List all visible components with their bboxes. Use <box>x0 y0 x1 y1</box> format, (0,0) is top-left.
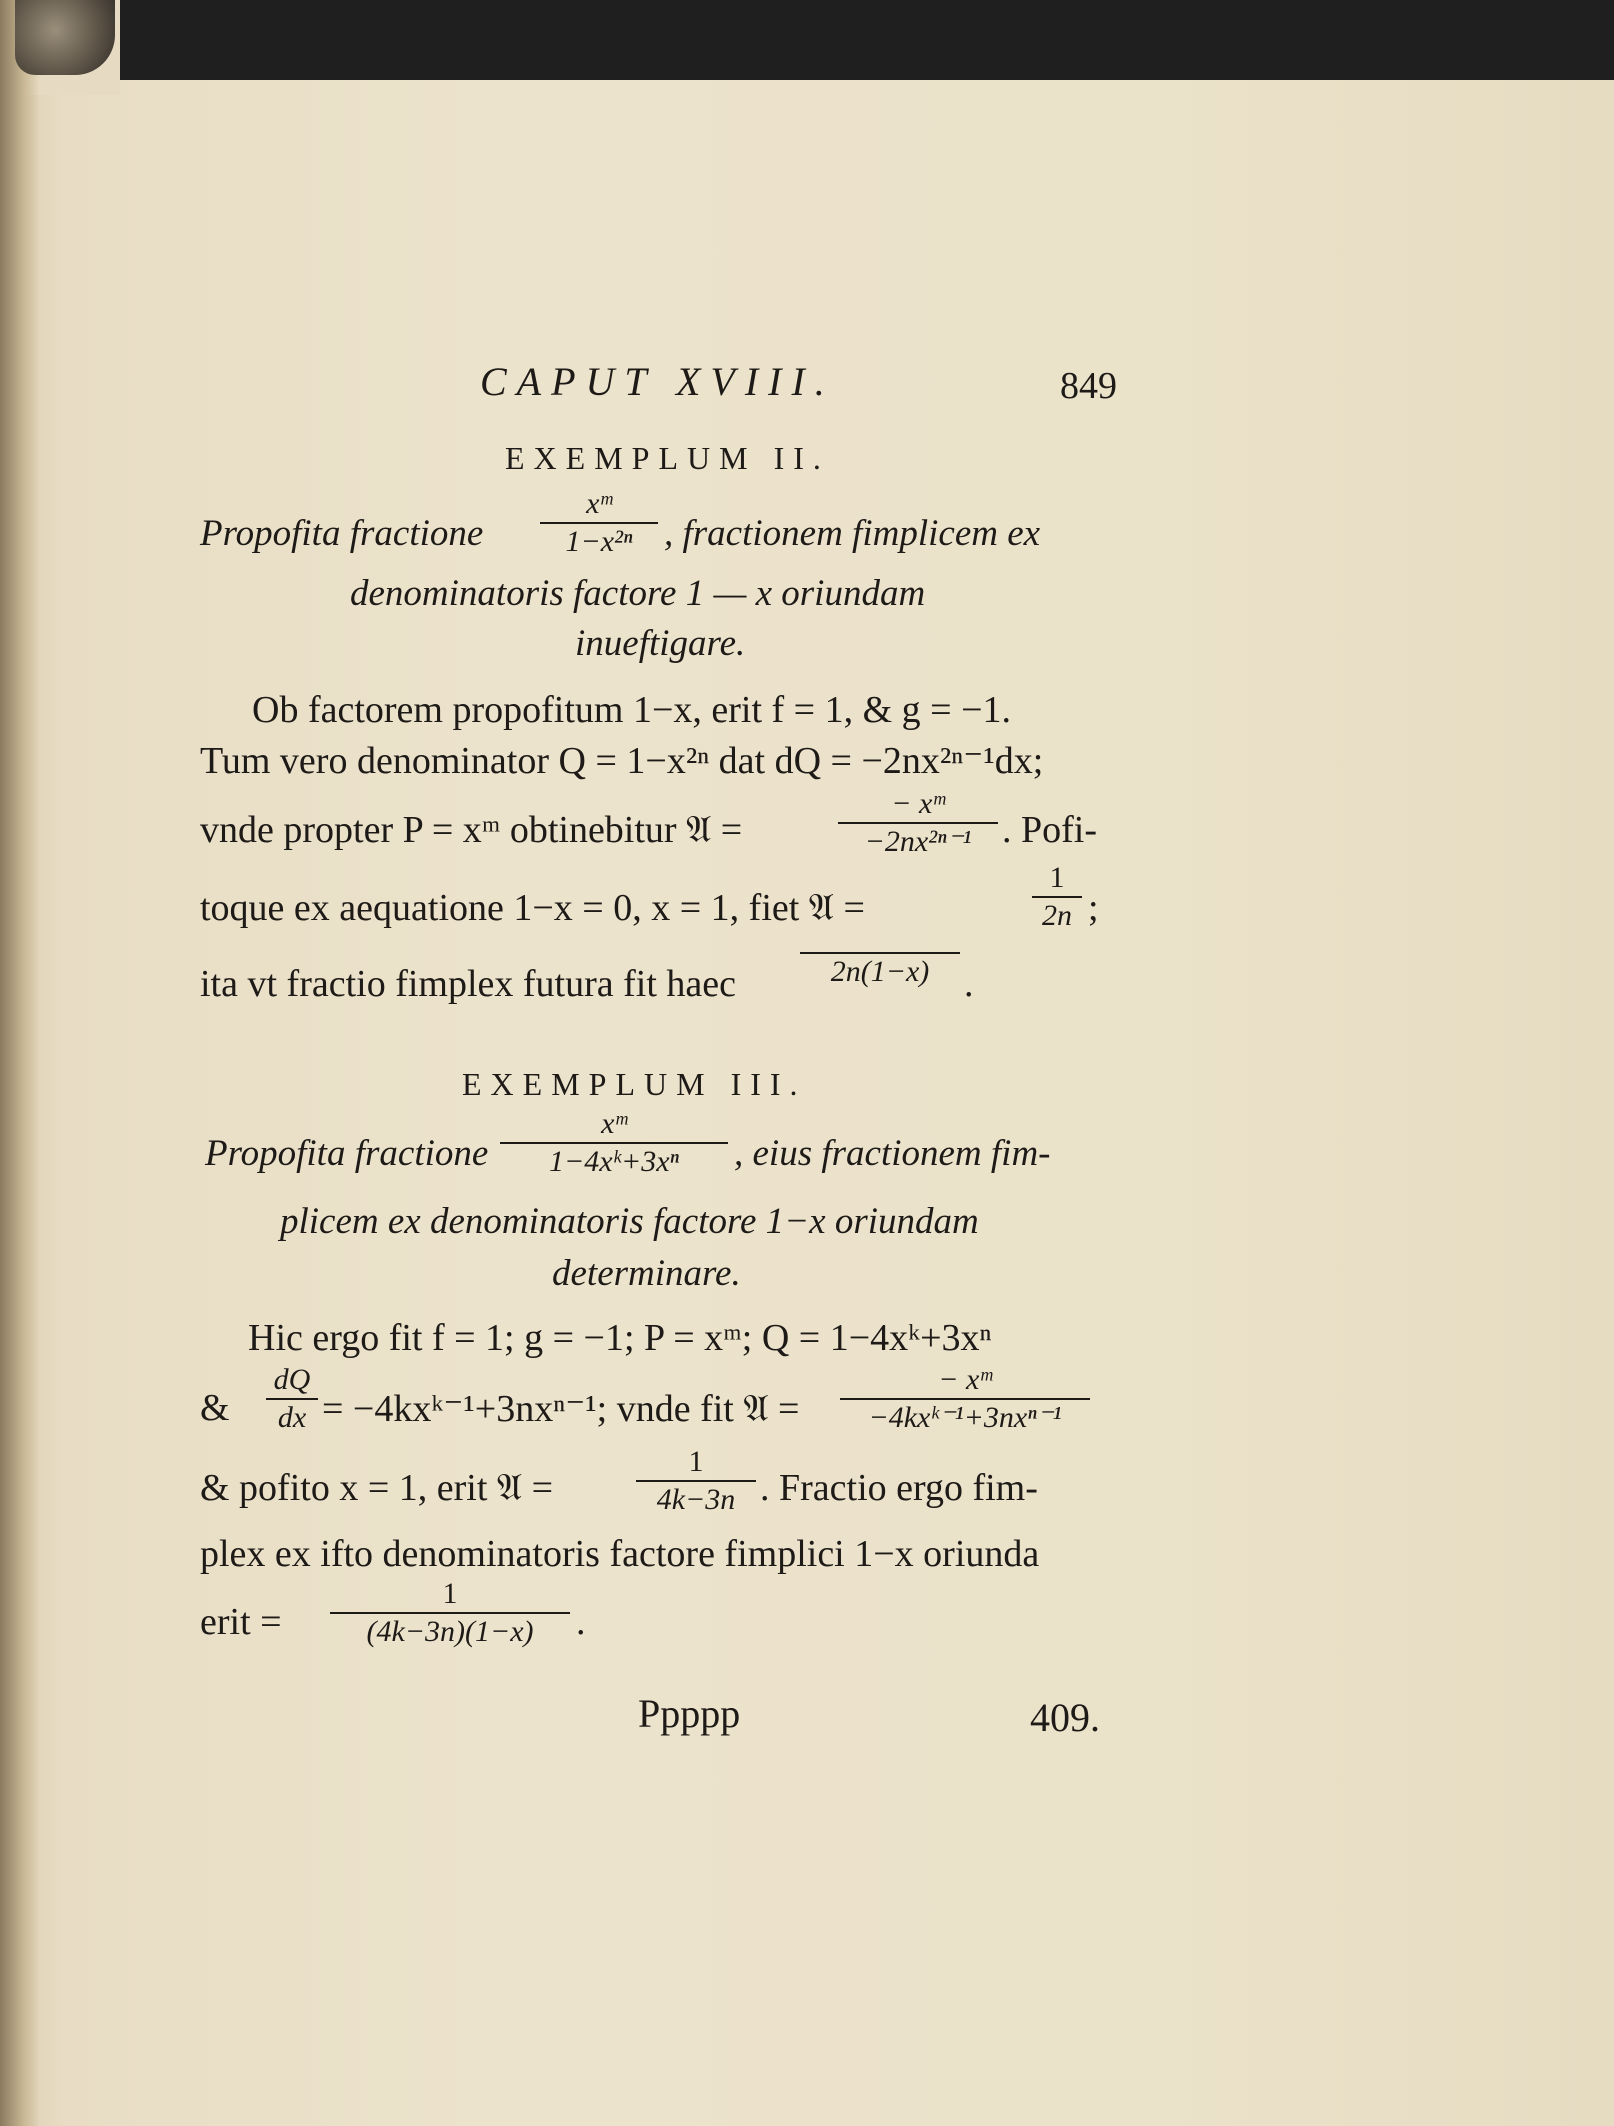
fraction-numerator: 1 <box>688 1445 704 1478</box>
example-2-line-1: Ob factorem propofitum 1−x, erit f = 1, & g = −1. <box>252 689 1012 731</box>
fraction-bar <box>840 1398 1090 1400</box>
example-3-statement-line2: plicem ex denominatoris factore 1−x oriundam <box>280 1201 979 1242</box>
fraction-numerator: 1 <box>1049 861 1065 894</box>
fraction-bar <box>266 1398 318 1400</box>
fraction-denominator: 4k−3n <box>656 1483 736 1516</box>
fraction-numerator: − xᵐ <box>938 1363 992 1396</box>
fraction-numerator: 1 <box>442 1577 458 1610</box>
example-2-heading: EXEMPLUM II. <box>505 440 830 476</box>
example-2-statement-tail: , fractionem fimplicem ex <box>664 513 1041 554</box>
fraction-denominator: 1−x²ⁿ <box>565 525 633 558</box>
example-3-line-5-tail: . <box>576 1601 586 1643</box>
fraction-bar <box>500 1142 728 1144</box>
example-3-statement-tail: , eius fractionem fim- <box>734 1133 1051 1174</box>
example-2-line-5-lead: ita vt fractio fimplex futura fit haec <box>200 963 736 1005</box>
example-3-line-5-lead: erit = <box>200 1601 282 1643</box>
example-2-line-3-lead: vnde propter P = xᵐ obtinebitur 𝔄 = <box>200 809 743 851</box>
fraction-denominator: 1−4xᵏ+3xⁿ <box>548 1145 679 1178</box>
example-2-line-3-fraction <box>838 788 998 858</box>
fraction-denominator: 2n(1−x) <box>830 955 930 988</box>
example-2-line-4-fraction <box>1032 862 1082 932</box>
example-3-statement-line3: determinare. <box>552 1253 741 1294</box>
leaf-number: 409. <box>1030 1695 1100 1740</box>
fraction-bar <box>636 1480 756 1482</box>
example-2-line-3-tail: . Pofi- <box>1002 809 1097 851</box>
example-3-line-1: Hic ergo fit f = 1; g = −1; P = xᵐ; Q = 1−4xᵏ+3xⁿ <box>248 1317 992 1359</box>
fraction-bar <box>800 952 960 954</box>
example-2-line-5-fraction <box>800 950 960 988</box>
fraction-bar <box>330 1612 570 1614</box>
fraction-numerator: xᵐ <box>586 487 612 520</box>
fraction-numerator: dQ <box>273 1363 311 1396</box>
fraction-numerator: xᵐ <box>601 1107 627 1140</box>
example-3-line-4: plex ex ifto denominatoris factore fimplici 1−x oriunda <box>200 1533 1040 1575</box>
example-2-statement-fraction <box>540 488 658 558</box>
fraction-denominator: 2n <box>1042 899 1072 932</box>
example-2-line-4-lead: toque ex aequatione 1−x = 0, x = 1, fiet 𝔄 = <box>200 887 865 929</box>
example-2-line-2: Tum vero denominator Q = 1−x²ⁿ dat dQ = −2nx²ⁿ⁻¹dx; <box>200 740 1044 782</box>
example-2-statement-line2: denominatoris factore 1 — x oriundam <box>350 573 926 614</box>
example-2-line-4-tail: ; <box>1088 887 1099 929</box>
example-3-statement-fraction <box>500 1108 728 1178</box>
example-3-line-2-mid: = −4kxᵏ⁻¹+3nxⁿ⁻¹; vnde fit 𝔄 = <box>322 1388 800 1430</box>
fraction-denominator: −2nx²ⁿ⁻¹ <box>864 825 972 858</box>
example-2-statement-line3: inueftigare. <box>575 623 746 664</box>
fraction-bar <box>1032 896 1082 898</box>
example-3-line-5-fraction <box>330 1578 570 1648</box>
fraction-denominator: −4kxᵏ⁻¹+3nxⁿ⁻¹ <box>868 1401 1062 1434</box>
example-3-line-2-lead: & <box>200 1387 230 1429</box>
page-number: 849 <box>1060 365 1117 407</box>
fraction-bar <box>838 822 998 824</box>
fraction-bar <box>540 522 658 524</box>
fraction-numerator: − xᵐ <box>891 787 945 820</box>
example-3-line-3-tail: . Fractio ergo fim- <box>760 1467 1038 1509</box>
example-3-statement-lead: Propofita fractione <box>205 1133 489 1174</box>
example-2-statement-lead: Propofita fractione <box>200 513 484 554</box>
example-3-line-3-lead: & pofito x = 1, erit 𝔄 = <box>200 1467 554 1509</box>
fraction-denominator: (4k−3n)(1−x) <box>366 1615 534 1648</box>
example-3-heading: EXEMPLUM III. <box>462 1066 807 1102</box>
signature-mark: Ppppp <box>638 1691 741 1736</box>
example-3-line-2-fraction-2 <box>840 1364 1090 1434</box>
example-2-line-5-tail: . <box>964 963 974 1005</box>
fraction-denominator: dx <box>277 1401 307 1434</box>
example-3-line-2-fraction <box>266 1364 318 1434</box>
example-3-line-3-fraction <box>636 1446 756 1516</box>
running-title: CAPUT XVIII. <box>480 359 835 404</box>
